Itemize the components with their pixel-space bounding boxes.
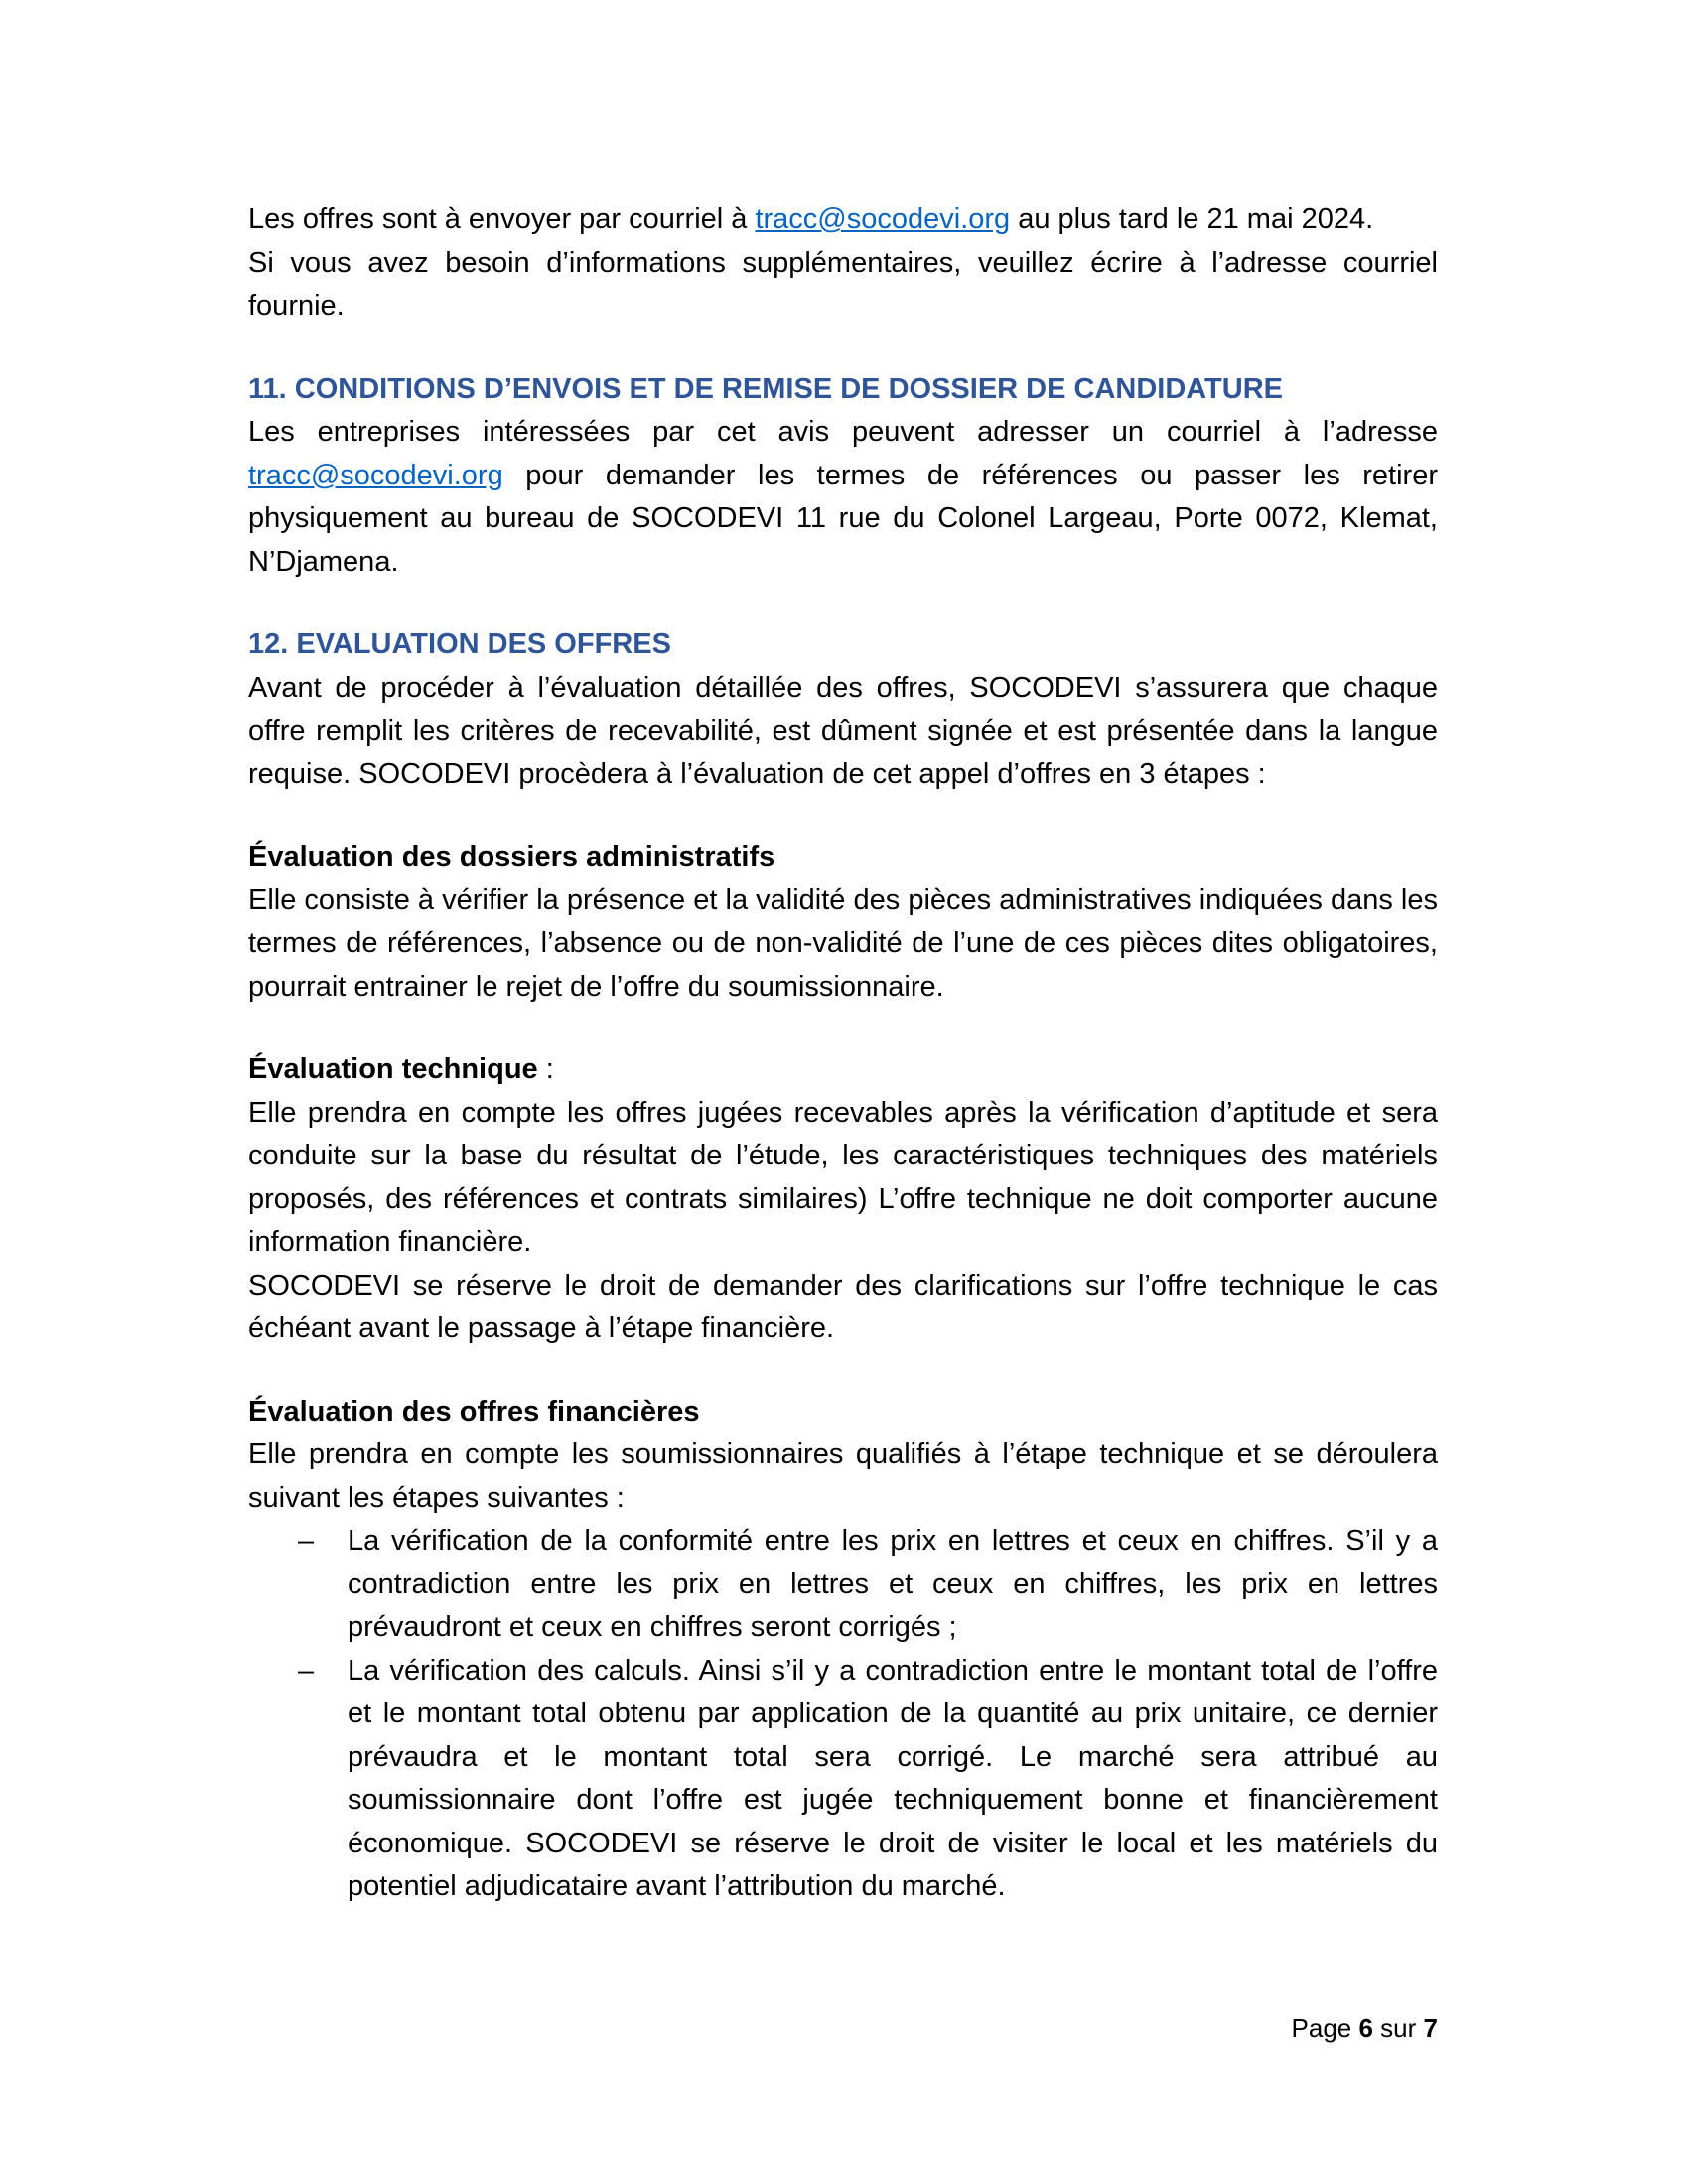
dash-bullet-icon: – xyxy=(298,1654,315,1687)
technical-evaluation-clarification: SOCODEVI se réserve le droit de demander des clarifications sur l’offre technique le cas échéant avant le passage à l’étape financière. xyxy=(248,1269,1438,1344)
intro-text-start: Les offres sont à envoyer par courriel à xyxy=(248,204,756,235)
financial-steps-list xyxy=(248,1520,1438,1909)
financial-evaluation xyxy=(248,1391,1438,1909)
technical-evaluation-heading xyxy=(248,1048,1438,1092)
email-link[interactable]: tracc@socodevi.org xyxy=(755,204,1011,235)
list-item xyxy=(248,1520,1438,1650)
list-item-text: La vérification de la conformité entre les prix en lettres et ceux en chiffres. S’il y a contradiction entre les prix en lettres et ceux en chiffres, les prix en lettres prévaudront et ceux en chiffres seront corrigés ; xyxy=(348,1525,1438,1643)
page-separator: sur xyxy=(1372,2013,1424,2043)
section-12 xyxy=(248,623,1438,1909)
document-page xyxy=(248,199,1438,1909)
total-page-number: 7 xyxy=(1423,2013,1438,2043)
technical-evaluation-colon: : xyxy=(537,1053,554,1085)
section-12-intro: Avant de procéder à l’évaluation détaillée des offres, SOCODEVI s’assurera que chaque offre remplit les critères de recevabilité, est dûment signée et est présentée dans la langue requise. SOCODEVI procèdera à l’évaluation de cet appel d’offres en 3 étapes : xyxy=(248,671,1438,790)
admin-evaluation-text: Elle consiste à vérifier la présence et la validité des pièces administratives indiquées dans les termes de références, l’absence ou de non-validité de l’une de ces pièces dites obligatoires, pourrait entrainer le rejet de l’offre du soumissionnaire. xyxy=(248,884,1438,1003)
list-item xyxy=(248,1650,1438,1909)
section-11-paragraph xyxy=(248,411,1438,584)
section-11-text-start: Les entreprises intéressées par cet avis peuvent adresser un courriel à l’adresse xyxy=(248,416,1438,448)
section-12-heading: 12. EVALUATION DES OFFRES xyxy=(248,628,671,660)
admin-evaluation xyxy=(248,836,1438,1009)
current-page-number: 6 xyxy=(1358,2013,1373,2043)
financial-evaluation-intro: Elle prendra en compte les soumissionnaires qualifiés à l’étape technique et se déroulera suivant les étapes suivantes : xyxy=(248,1438,1438,1514)
page-number-footer xyxy=(1292,2010,1438,2046)
dash-bullet-icon: – xyxy=(298,1525,315,1557)
admin-evaluation-title: Évaluation des dossiers administratifs xyxy=(248,841,775,873)
section-11-heading: 11. CONDITIONS D’ENVOIS ET DE REMISE DE DOSSIER DE CANDIDATURE xyxy=(248,372,1284,405)
email-link[interactable]: tracc@socodevi.org xyxy=(248,459,503,491)
financial-evaluation-title: Évaluation des offres financières xyxy=(248,1395,700,1428)
technical-evaluation-text: Elle prendra en compte les offres jugées recevables après la vérification d’aptitude et sera conduite sur la base du résultat de l’étude, les caractéristiques techniques des matériels proposés, des références et contrats similaires) L’offre technique ne doit comporter aucune information financière. xyxy=(248,1096,1438,1258)
intro-text-end: au plus tard le 21 mai 2024. xyxy=(1010,204,1374,235)
page-label: Page xyxy=(1291,2013,1359,2043)
list-item-text: La vérification des calculs. Ainsi s’il y a contradiction entre le montant total de l’offre et le montant total obtenu par application de la quantité au prix unitaire, ce dernier prévaudra et le montant total sera corrigé. Le marché sera attribué au soumissionnaire dont l’offre est jugée techniquement bonne et financièrement économique. SOCODEVI se réserve le droit de visiter le local et les matériels du potentiel adjudicataire avant l’attribution du marché. xyxy=(348,1654,1438,1902)
technical-evaluation-title: Évaluation technique xyxy=(248,1053,538,1085)
intro-info-text: Si vous avez besoin d’informations supplémentaires, veuillez écrire à l’adresse courriel fournie. xyxy=(248,246,1438,322)
section-11 xyxy=(248,368,1438,585)
intro-paragraph xyxy=(248,199,1438,329)
technical-evaluation xyxy=(248,1048,1438,1351)
section-11-text-end: pour demander les termes de références ou passer les retirer physiquement au bureau de SOCODEVI 11 rue du Colonel Largeau, Porte 0072, Klemat, N’Djamena. xyxy=(248,459,1438,578)
